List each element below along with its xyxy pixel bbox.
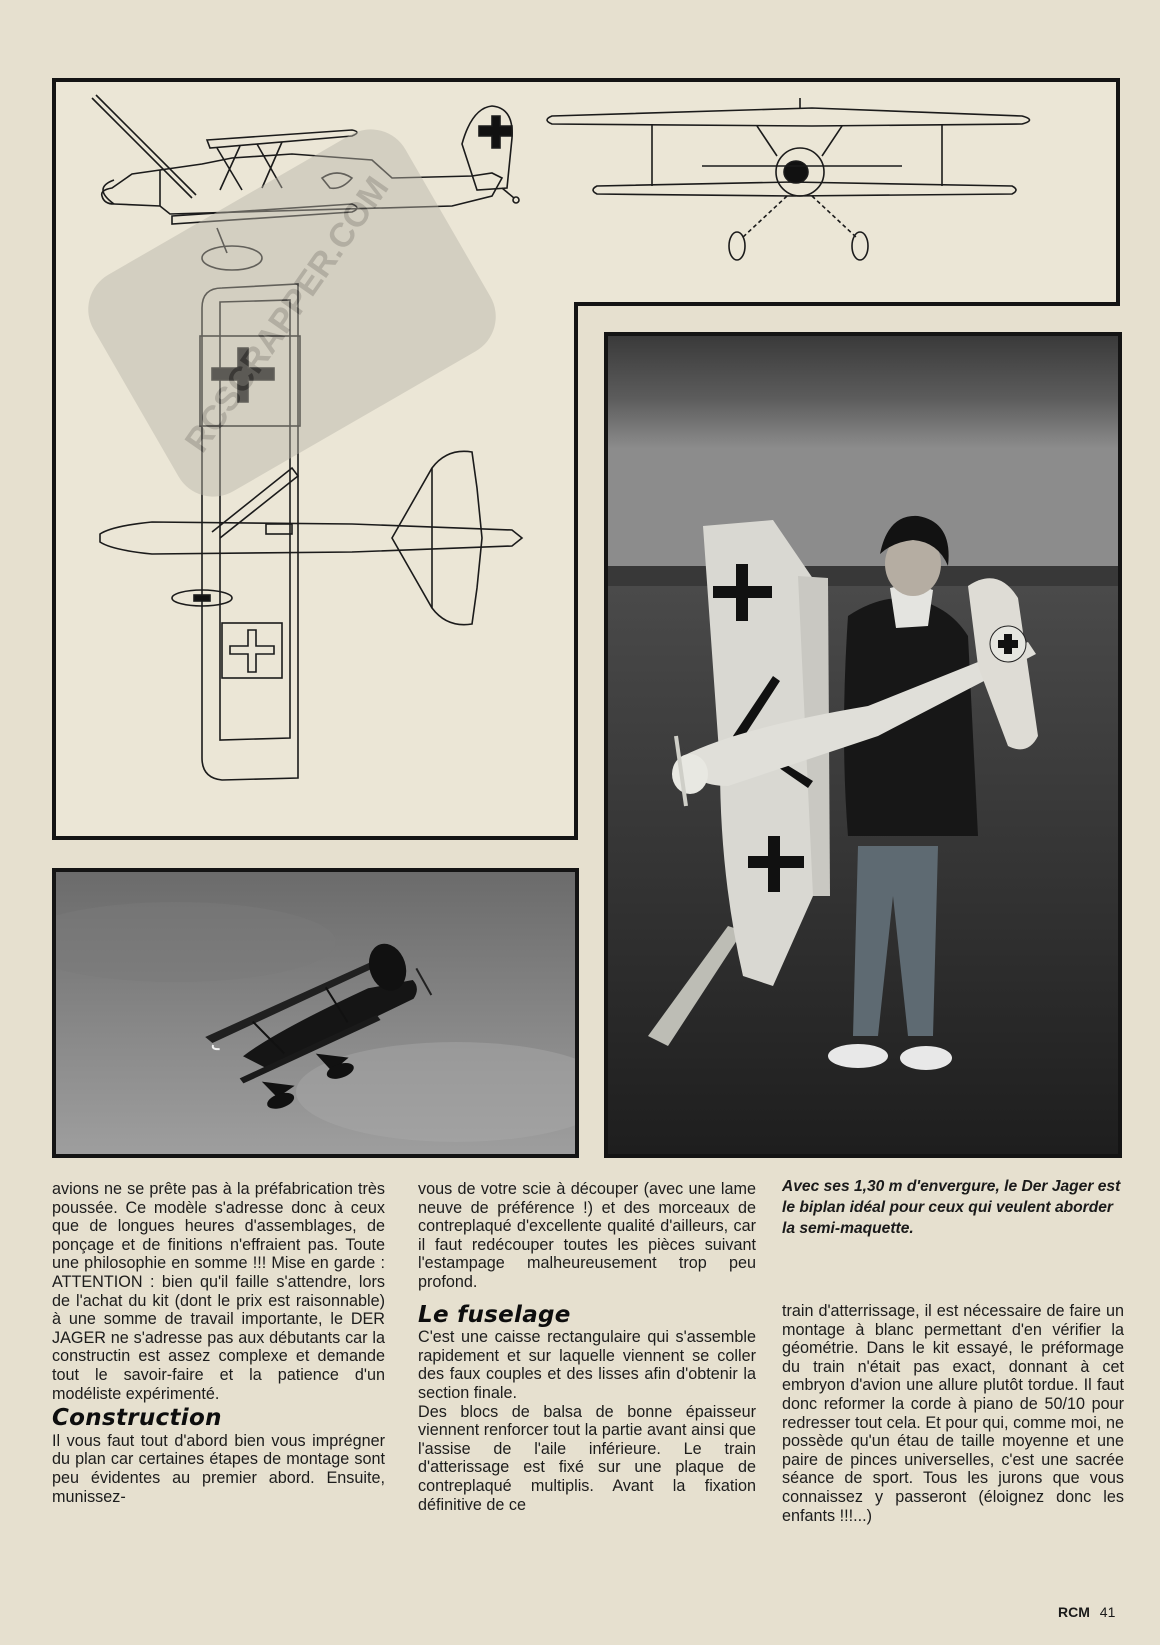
- paragraph: C'est une caisse rectangulaire qui s'assemble rapidement et sur laquelle viennent se coller des faux couples et des lisses afin d'obtenir la section finale.: [418, 1328, 756, 1402]
- text-column-3: [782, 1302, 1124, 1525]
- flight-photo: [52, 868, 579, 1158]
- portrait-photo: [604, 332, 1122, 1158]
- photo-caption: Avec ses 1,30 m d'envergure, le Der Jager est le biplan idéal pour ceux qui veulent aborder la semi-maquette.: [782, 1178, 1121, 1237]
- page-footer: [1058, 1604, 1115, 1620]
- paragraph: Des blocs de balsa de bonne épaisseur viennent renforcer tout la partie avant ainsi que l'assise de l'aile inférieure. Le train d'atterissage est fixé sur une plaque de contreplaqué multiplis. Avant la fixation définitive de ce: [418, 1402, 756, 1514]
- text-column-1: [52, 1180, 385, 1506]
- section-heading-construction: Construction: [52, 1405, 222, 1432]
- paragraph: train d'atterrissage, il est nécessaire de faire un montage à blanc permettant d'en vérifier la géométrie. Dans le kit essayé, le préformage du train n'était pas exact, donnant à cet embryon d'avion une allure plutôt tordue. Il faut donc reformer la corde à piano de 50/10 pour redresser tout cela. Et pour qui, comme moi, ne possède qu'un étau de taille moyenne et une paire de pinces universelles, c'est une sacrée séance de sport. Tous les jurons que vous connaissez y passeront (éloignez donc les enfants !!!...): [782, 1302, 1124, 1525]
- paragraph: Il vous faut tout d'abord bien vous imprégner du plan car certaines étapes de montage sont peu évidentes au premier abord. Ensuite, munissez-: [52, 1431, 385, 1506]
- magazine-name: RCM: [1058, 1604, 1090, 1620]
- paragraph: vous de votre scie à découper (avec une lame neuve de préférence !) et des morceaux de contreplaqué d'excellente qualité d'ailleurs, car il faut redécouper toutes les pièces suivant l'estampage malheureusement trop peu profond.: [418, 1180, 756, 1291]
- watermark-text: RCSCRAPPER.COM: [177, 169, 397, 460]
- text-column-2: [418, 1180, 756, 1514]
- paragraph: avions ne se prête pas à la préfabrication très poussée. Ce modèle s'adresse donc à ceux que de longues heures d'assemblages, de ponçage et de finitions n'effraient pas. Toute une philosophie en somme !!! Mise en garde : ATTENTION : bien qu'il faille s'attendre, lors de l'achat du kit (dont le prix est raisonnable) à une somme de travail importante, le DER JAGER ne s'adresse pas aux débutants car la constructin est assez complexe et demande tout le savoir-faire et la patience d'un modéliste expérimenté.: [52, 1180, 385, 1403]
- page-number: 41: [1099, 1604, 1116, 1620]
- section-heading-fuselage: Le fuselage: [418, 1301, 571, 1328]
